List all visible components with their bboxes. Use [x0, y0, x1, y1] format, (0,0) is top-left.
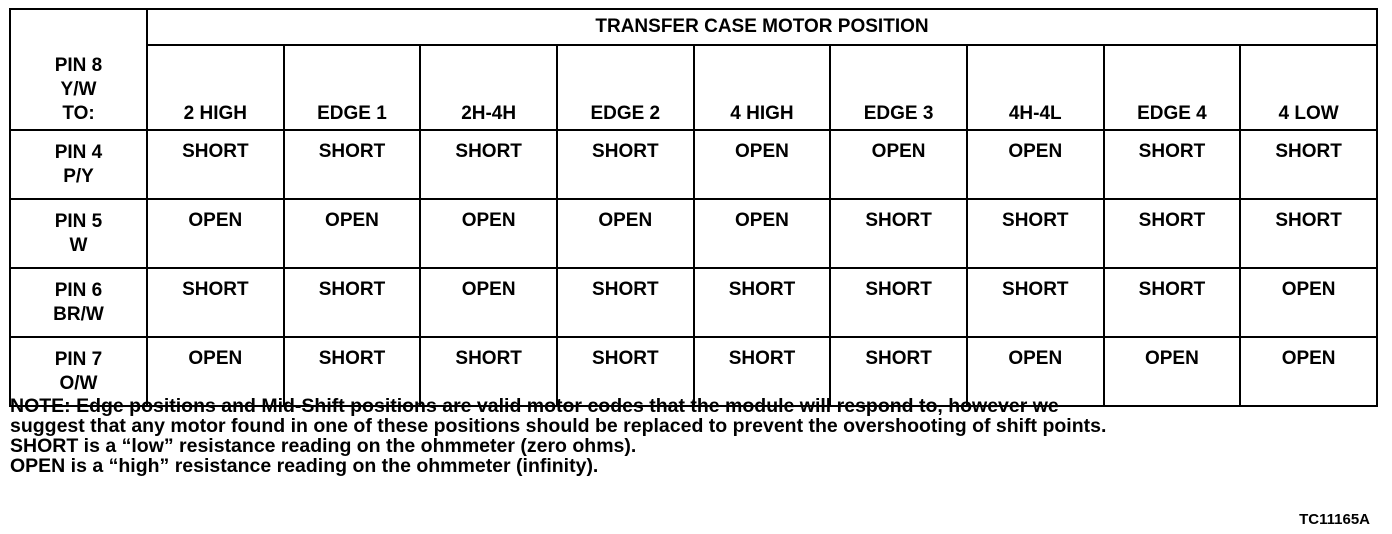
position-header: 2H-4H — [420, 45, 557, 130]
reading-cell: SHORT — [147, 268, 284, 337]
reading-cell: SHORT — [284, 268, 421, 337]
note-line: SHORT is a “low” resistance reading on the ohmmeter (zero ohms). — [10, 435, 637, 457]
table-row — [10, 130, 1377, 199]
reading-cell: SHORT — [147, 130, 284, 199]
note-line: suggest that any motor found in one of these positions should be replaced to prevent the overshooting of shift points. — [10, 415, 1107, 437]
reading-cell: SHORT — [1240, 130, 1377, 199]
reading-cell: OPEN — [1104, 337, 1241, 406]
reading-cell: OPEN — [830, 130, 967, 199]
reading-cell: OPEN — [1240, 268, 1377, 337]
reading-cell: SHORT — [830, 268, 967, 337]
reading-cell: SHORT — [284, 337, 421, 406]
reading-cell: SHORT — [1240, 199, 1377, 268]
reading-cell: SHORT — [557, 130, 694, 199]
pin-header-line: PIN 8 — [54, 55, 103, 76]
table-row — [10, 268, 1377, 337]
figure-code: TC11165A — [1299, 511, 1370, 528]
title-row — [10, 9, 1377, 45]
reading-cell: SHORT — [830, 337, 967, 406]
reading-cell: SHORT — [1104, 130, 1241, 199]
pin-label-cell — [10, 268, 147, 337]
position-header-row — [10, 45, 1377, 130]
reading-cell: OPEN — [284, 199, 421, 268]
wire-color: BR/W — [53, 304, 104, 325]
position-header: 4 HIGH — [694, 45, 831, 130]
reading-cell: SHORT — [557, 268, 694, 337]
position-header: 4 LOW — [1240, 45, 1377, 130]
reading-cell: OPEN — [147, 337, 284, 406]
reading-cell: OPEN — [694, 199, 831, 268]
pin-header-cell — [10, 9, 147, 130]
pin-label-cell — [10, 130, 147, 199]
reading-cell: SHORT — [420, 337, 557, 406]
wire-color: O/W — [59, 373, 98, 394]
position-header: EDGE 3 — [830, 45, 967, 130]
position-header: 2 HIGH — [147, 45, 284, 130]
reading-cell: SHORT — [1104, 268, 1241, 337]
pin-header-line: TO: — [62, 103, 95, 124]
reading-cell: SHORT — [284, 130, 421, 199]
wire-color: W — [69, 235, 88, 256]
note-text — [10, 396, 1380, 476]
reading-cell: SHORT — [557, 337, 694, 406]
reading-cell: OPEN — [967, 337, 1104, 406]
pin-name: PIN 5 — [54, 211, 103, 232]
note-line: OPEN is a “high” resistance reading on the ohmmeter (infinity). — [10, 455, 599, 477]
reading-cell: SHORT — [830, 199, 967, 268]
note-line: NOTE: Edge positions and Mid-Shift positions are valid motor codes that the module will respond to, however we — [10, 395, 1059, 417]
pin-name: PIN 7 — [54, 349, 103, 370]
reading-cell: OPEN — [420, 268, 557, 337]
position-header: 4H-4L — [967, 45, 1104, 130]
pin-header-line: Y/W — [60, 79, 97, 100]
reading-cell: SHORT — [1104, 199, 1241, 268]
reading-cell: SHORT — [694, 268, 831, 337]
reading-cell: OPEN — [420, 199, 557, 268]
position-header: EDGE 4 — [1104, 45, 1241, 130]
table-title: TRANSFER CASE MOTOR POSITION — [147, 9, 1377, 45]
position-header: EDGE 2 — [557, 45, 694, 130]
reading-cell: OPEN — [1240, 337, 1377, 406]
reading-cell: SHORT — [967, 199, 1104, 268]
reading-cell: OPEN — [967, 130, 1104, 199]
pin-name: PIN 6 — [54, 280, 103, 301]
reading-cell: SHORT — [967, 268, 1104, 337]
pin-name: PIN 4 — [54, 142, 103, 163]
reading-cell: OPEN — [557, 199, 694, 268]
position-header: EDGE 1 — [284, 45, 421, 130]
pin-label-cell — [10, 199, 147, 268]
reading-cell: SHORT — [420, 130, 557, 199]
reading-cell: OPEN — [147, 199, 284, 268]
reading-cell: OPEN — [694, 130, 831, 199]
table-row — [10, 199, 1377, 268]
wire-color: P/Y — [63, 166, 94, 187]
motor-position-table — [9, 8, 1378, 407]
reading-cell: SHORT — [694, 337, 831, 406]
